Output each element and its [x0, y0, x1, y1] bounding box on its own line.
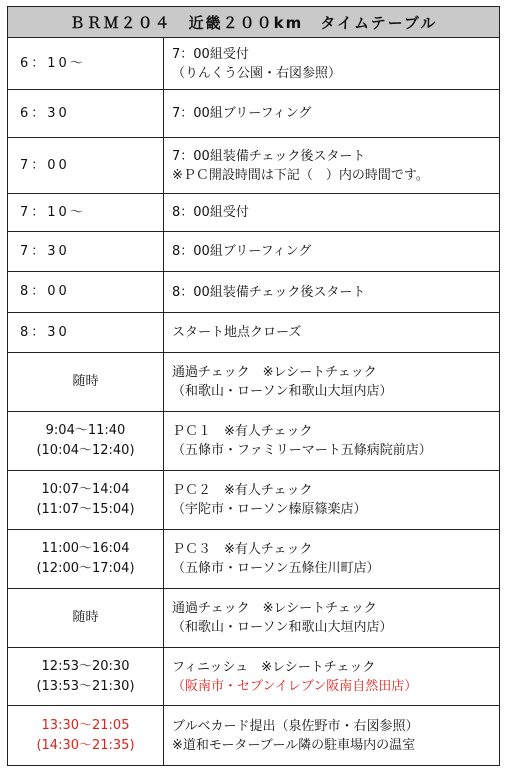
description-cell — [164, 706, 499, 765]
table-row — [8, 313, 499, 353]
description-text: ＰＣ３ ※有人チェック — [172, 542, 313, 557]
time-cell — [8, 530, 164, 588]
timetable — [7, 6, 500, 766]
time-cell — [8, 471, 164, 529]
description-cell — [164, 648, 499, 705]
description-cell — [164, 272, 499, 312]
description-text: スタート地点クローズ — [172, 325, 302, 340]
description-text-highlight: （阪南市・セブンイレブン阪南自然田店） — [172, 678, 418, 694]
time-text: 6：10〜 — [20, 55, 86, 71]
table-row — [8, 412, 499, 471]
description-text: フィニッシュ ※レシートチェック — [172, 659, 376, 675]
table-row — [8, 232, 499, 272]
time-cell — [8, 648, 164, 705]
time-text: 10:07〜14:04 — [41, 482, 130, 497]
description-text: 7：00組装備チェック後スタート — [172, 148, 366, 164]
time-cell — [8, 194, 164, 231]
time-text: 12:53〜20:30 — [41, 658, 130, 674]
table-row — [8, 272, 499, 313]
time-cell — [8, 90, 164, 137]
table-row — [8, 530, 499, 589]
table-title: ＢＲＭ２０４ 近畿２００km タイムテーブル — [8, 7, 499, 38]
time-text: 随時 — [72, 374, 99, 389]
time-cell — [8, 138, 164, 193]
time-cell — [8, 38, 164, 89]
time-cell — [8, 272, 164, 312]
description-cell — [164, 232, 499, 271]
time-text: 7：30 — [20, 243, 70, 259]
description-text: ブルベカード提出（泉佐野市・右図参照） — [172, 718, 419, 734]
time-text: (11:07〜15:04) — [36, 502, 135, 517]
description-text: 7：00組ブリーフィング — [172, 106, 312, 121]
description-text: （和歌山・ローソン和歌山大垣内店） — [172, 620, 393, 635]
description-cell — [164, 194, 499, 231]
description-text: 8：00組ブリーフィング — [172, 244, 312, 259]
description-cell — [164, 530, 499, 588]
time-cell — [8, 412, 164, 470]
table-row — [8, 353, 499, 412]
time-text: 11:00〜16:04 — [41, 541, 130, 556]
time-text-highlight: (14:30〜21:35) — [36, 737, 135, 753]
table-row — [8, 471, 499, 530]
time-text-highlight: 13:30〜21:05 — [41, 717, 130, 733]
description-cell — [164, 471, 499, 529]
description-cell — [164, 353, 499, 411]
description-text: 通過チェック ※レシートチェック — [172, 365, 377, 380]
time-cell — [8, 232, 164, 271]
time-text: 7：00 — [20, 157, 70, 173]
time-text: 随時 — [72, 610, 99, 625]
table-row — [8, 38, 499, 90]
description-cell — [164, 38, 499, 89]
description-cell — [164, 313, 499, 352]
description-text: （五條市・ファミリーマート五條病院前店） — [172, 443, 432, 458]
description-text: ※道和モーターブール隣の駐車場内の温室 — [172, 737, 416, 753]
description-text: （五條市・ローソン五條住川町店） — [172, 561, 380, 576]
time-text: 6：30 — [20, 105, 70, 121]
description-text: ＰＣ２ ※有人チェック — [172, 483, 313, 498]
description-cell — [164, 412, 499, 470]
table-row — [8, 589, 499, 648]
description-text: 通過チェック ※レシートチェック — [172, 601, 377, 616]
description-text: 7：00組受付 — [172, 46, 249, 62]
time-cell — [8, 353, 164, 411]
time-text: (12:00〜17:04) — [36, 561, 135, 576]
description-text: （宇陀市・ローソン榛原篠楽店） — [172, 502, 367, 517]
description-text: ※ＰＣ開設時間は下記（ ）内の時間です。 — [172, 167, 429, 183]
description-text: 8：00組装備チェック後スタート — [172, 284, 366, 300]
description-cell — [164, 138, 499, 193]
time-text: 8：00 — [20, 284, 70, 299]
table-row — [8, 706, 499, 765]
time-text: 7：10〜 — [20, 204, 86, 220]
description-cell — [164, 90, 499, 137]
description-text: 8：00組受付 — [172, 205, 249, 220]
time-text: 8：30 — [20, 324, 70, 340]
description-text: ＰＣ１ ※有人チェック — [172, 424, 313, 439]
description-cell — [164, 589, 499, 647]
time-text: (10:04〜12:40) — [36, 443, 135, 458]
time-cell — [8, 706, 164, 765]
time-text: 9:04〜11:40 — [45, 423, 126, 438]
time-cell — [8, 589, 164, 647]
table-row — [8, 138, 499, 194]
description-text: （りんくう公園・右図参照） — [172, 65, 342, 81]
table-row — [8, 648, 499, 706]
description-text: （和歌山・ローソン和歌山大垣内店） — [172, 384, 393, 399]
time-text: (13:53〜21:30) — [36, 678, 135, 694]
table-row — [8, 194, 499, 232]
time-cell — [8, 313, 164, 352]
table-row — [8, 90, 499, 138]
